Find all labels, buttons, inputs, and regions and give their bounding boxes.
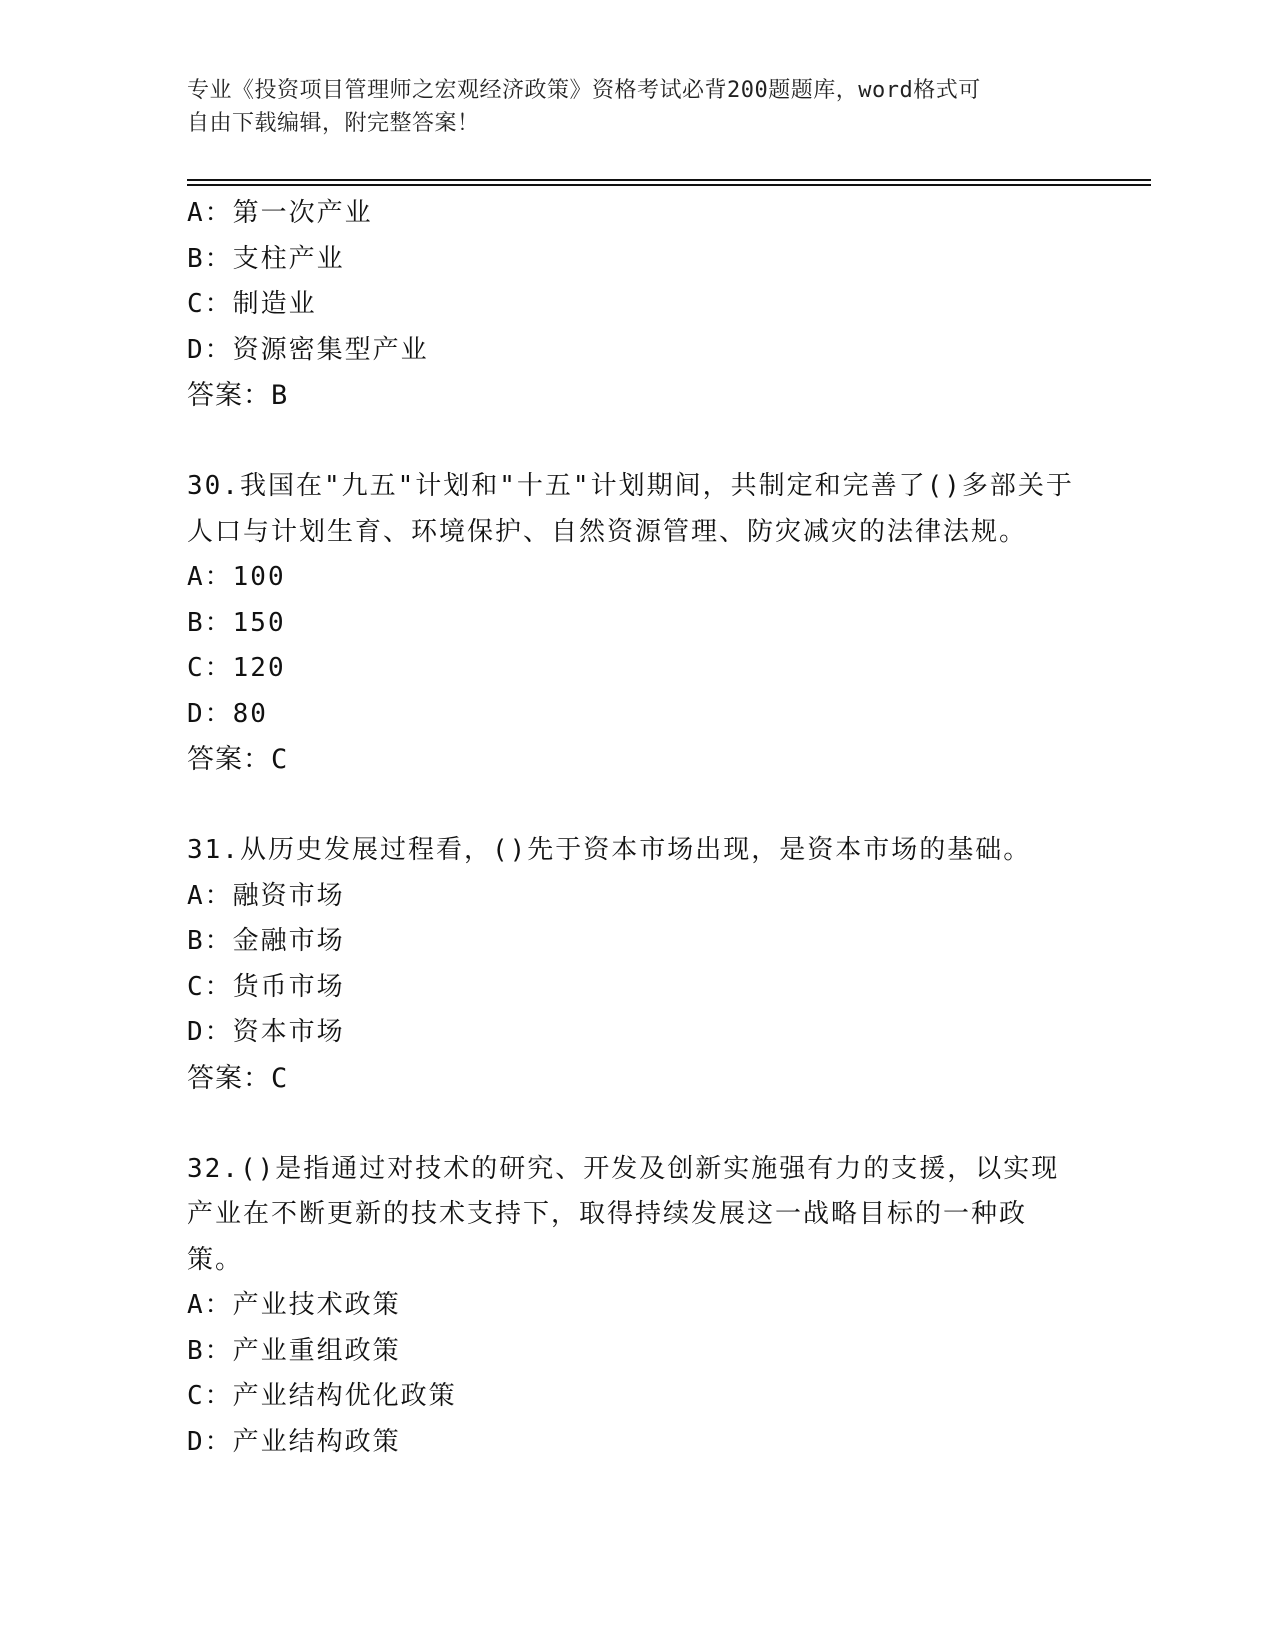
option-b: B：支柱产业 [187, 243, 345, 274]
option-b: B：金融市场 [187, 926, 345, 956]
answer-line: 答案：C [187, 744, 289, 775]
question-text-line: 人口与计划生育、环境保护、自然资源管理、防灾减灾的法律法规。 [187, 516, 1028, 547]
spacer [187, 1101, 1087, 1147]
header-line-2: 自由下载编辑，附完整答案！ [187, 111, 480, 136]
header-line-1: 专业《投资项目管理师之宏观经济政策》资格考试必背200题题库，word格式可 [187, 78, 981, 103]
header-divider-bottom [187, 184, 1151, 186]
question-text-line: 产业在不断更新的技术支持下，取得持续发展这一战略目标的一种政 [187, 1199, 1028, 1229]
answer-line: 答案：B [187, 380, 289, 411]
option-c: C：120 [187, 653, 286, 683]
option-a: A：第一次产业 [187, 198, 373, 228]
spacer [187, 783, 1087, 829]
option-c: C：货币市场 [187, 971, 345, 1002]
answer-line: 答案：C [187, 1062, 289, 1094]
page-header [187, 74, 1087, 140]
question-text-line: 策。 [187, 1244, 244, 1275]
option-d: D：80 [187, 698, 268, 729]
question-text-line: 30.我国在"九五"计划和"十五"计划期间，共制定和完善了()多部关于 [187, 471, 1074, 501]
question-text-line: 31.从历史发展过程看，()先于资本市场出现，是资本市场的基础。 [187, 835, 1032, 865]
option-b: B：产业重组政策 [187, 1335, 401, 1366]
option-d: D：资源密集型产业 [187, 334, 429, 365]
document-body [187, 191, 1087, 1465]
header-divider-top [187, 179, 1151, 181]
option-a: A：100 [187, 562, 286, 592]
option-c: C：制造业 [187, 289, 317, 319]
question-32-block [187, 1147, 1087, 1466]
option-c: C：产业结构优化政策 [187, 1381, 457, 1411]
option-a: A：产业技术政策 [187, 1290, 401, 1320]
option-d: D：资本市场 [187, 1017, 345, 1047]
question-31-block [187, 828, 1087, 1101]
question-text-line: 32.()是指通过对技术的研究、开发及创新实施强有力的支援，以实现 [187, 1153, 1060, 1184]
question-30-block [187, 464, 1087, 783]
option-d: D：产业结构政策 [187, 1426, 401, 1457]
option-a: A：融资市场 [187, 880, 345, 911]
question-29-block [187, 191, 1087, 419]
option-b: B：150 [187, 607, 286, 638]
spacer [187, 419, 1087, 465]
